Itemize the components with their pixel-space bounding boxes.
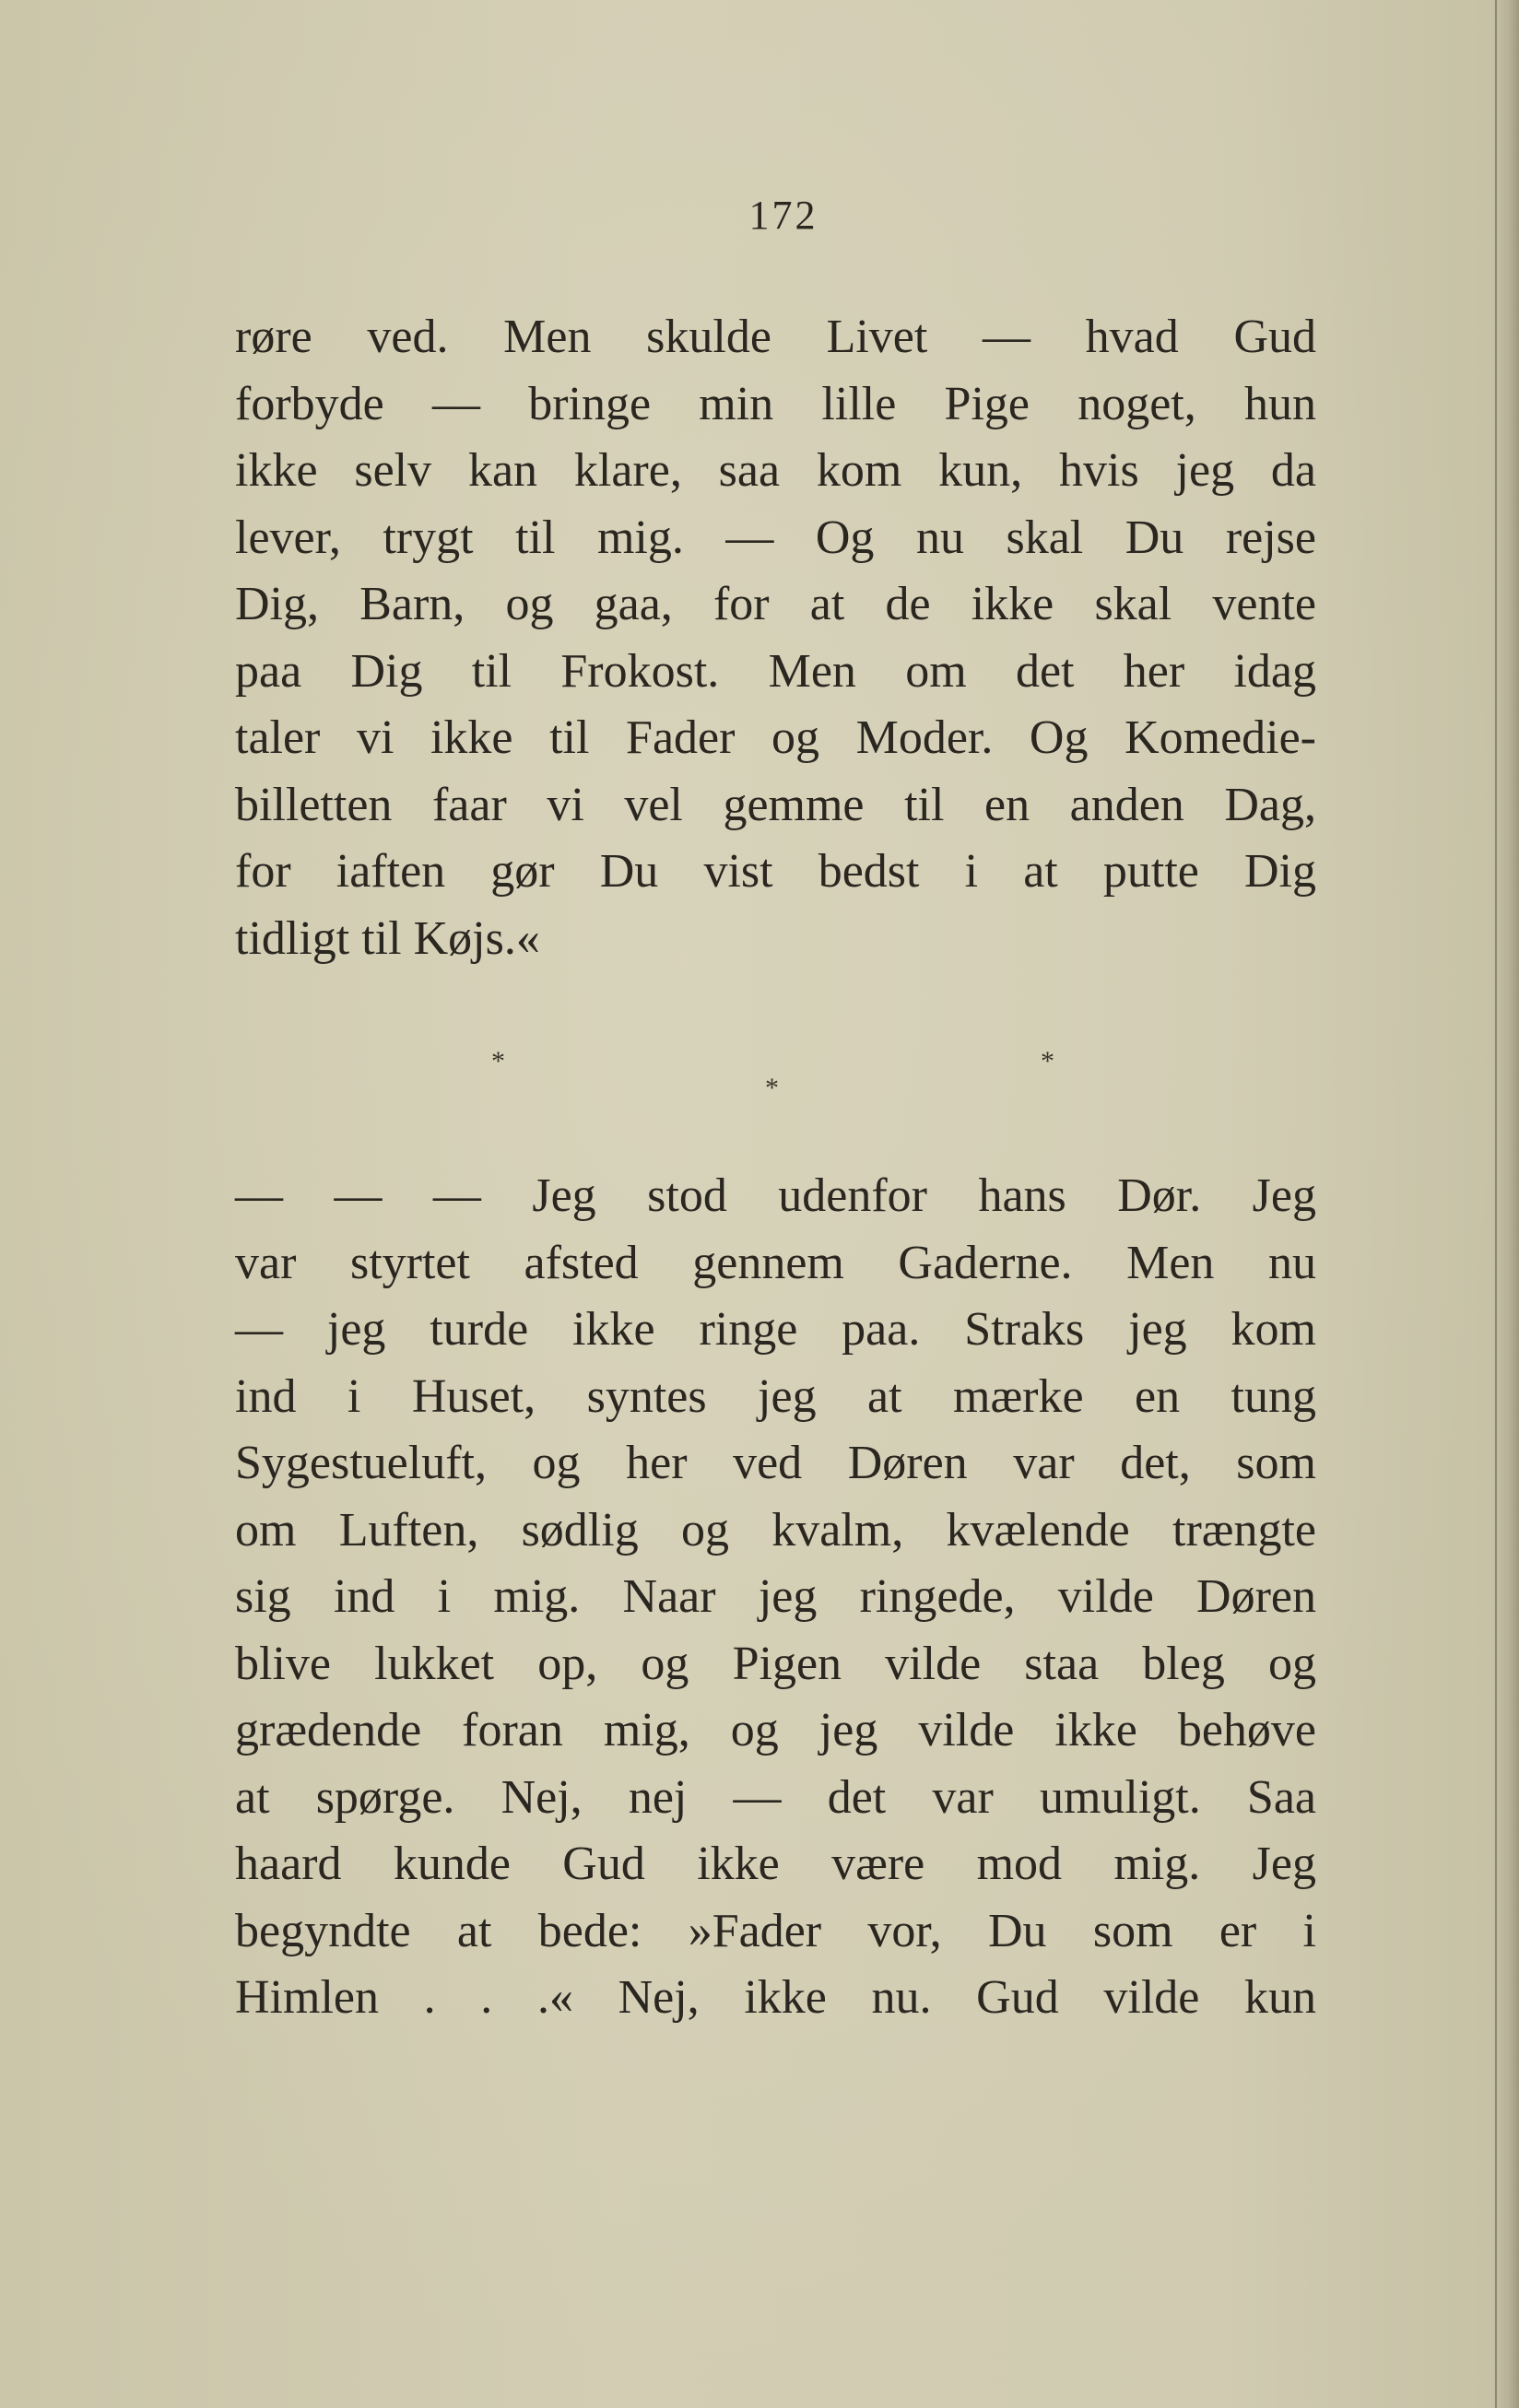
paragraph-2 [235,1163,1316,2032]
page-edge-line [1495,0,1497,2408]
text-line: tidligt til Køjs.« [235,911,540,965]
text-line: blive lukket op, og Pigen vilde staa bleg og [235,1637,1316,1690]
text-line: — — — Jeg stod udenfor hans Dør. Jeg [235,1169,1316,1222]
text-line: ikke selv kan klare, saa kom kun, hvis jeg da [235,444,1316,497]
text-line: røre ved. Men skulde Livet — hvad Gud [235,311,1316,363]
text-line: taler vi ikke til Fader og Moder. Og Komedie- [235,711,1316,764]
text-line: forbyde — bringe min lille Pige noget, hun [235,377,1316,430]
asterisk-left: * [491,1046,505,1076]
text-line: om Luften, sødlig og kvalm, kvælende trængte [235,1503,1316,1556]
text-line: var styrtet afsted gennem Gaderne. Men nu [235,1236,1316,1289]
text-line: at spørge. Nej, nej — det var umuligt. Saa [235,1770,1316,1824]
asterisk-center: * [765,1073,779,1103]
text-line: ind i Huset, syntes jeg at mærke en tung [235,1369,1316,1423]
text-line: for iaften gør Du vist bedst i at putte Dig [235,845,1316,898]
text-line: paa Dig til Frokost. Men om det her idag [235,644,1316,698]
text-line: Dig, Barn, og gaa, for at de ikke skal vente [235,578,1316,630]
text-line: billetten faar vi vel gemme til en anden Dag, [235,778,1316,831]
asterisk-right: * [1041,1046,1054,1076]
text-line: grædende foran mig, og jeg vilde ikke behøve [235,1704,1316,1756]
text-line: sig ind i mig. Naar jeg ringede, vilde Døren [235,1570,1316,1623]
text-line: — jeg turde ikke ringe paa. Straks jeg kom [235,1303,1316,1356]
text-line: begyndte at bede: »Fader vor, Du som er i [235,1904,1316,1957]
page-number: 172 [748,193,818,238]
paragraph-1 [235,304,1316,972]
text-line: Sygestueluft, og her ved Døren var det, som [235,1437,1316,1489]
text-line: lever, trygt til mig. — Og nu skal Du rejse [235,511,1316,564]
text-line: Himlen . . .« Nej, ikke nu. Gud vilde kun [235,1971,1316,2024]
text-line: haard kunde Gud ikke være mod mig. Jeg [235,1838,1316,1890]
